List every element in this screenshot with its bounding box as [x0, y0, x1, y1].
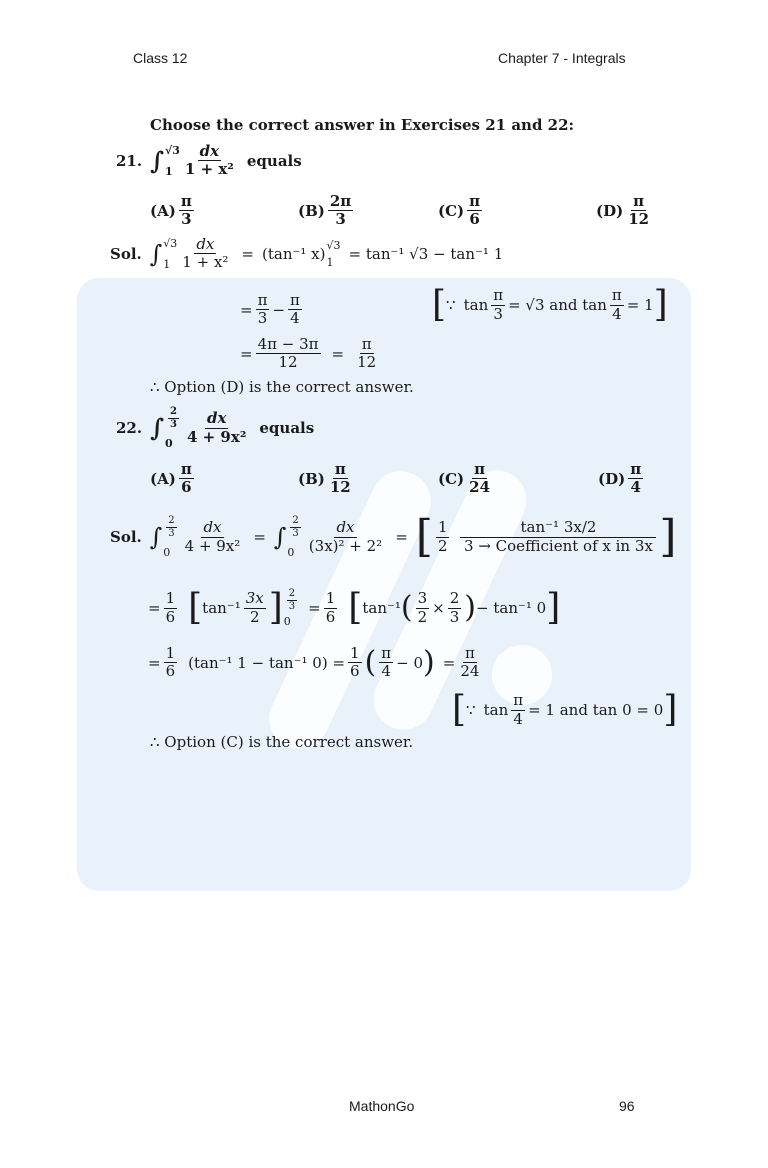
conclusion-21: ∴ Option (D) is the correct answer. [150, 378, 414, 396]
option-22-a: (A) π 6 [150, 460, 192, 497]
option-21-c: (C) π 6 [438, 192, 481, 229]
solution-label: Sol. [110, 528, 142, 546]
reason-21: [ ∵ tan $\frac{\pi}{3}$ = √3 and tan $\frac{\pi}{4}$ = 1 ] [432, 284, 668, 325]
option-22-c: (C) π 24 [438, 460, 491, 497]
header-chapter: Chapter 7 - Integrals [498, 50, 626, 66]
conclusion-22: ∴ Option (C) is the correct answer. [150, 733, 414, 751]
solution-21-line-2: = $\frac{\pi}{3}$ − $\frac{\pi}{4}$ [240, 291, 300, 328]
option-21-b: (B) 2π 3 [298, 192, 352, 229]
integral-sign: ∫ √3 1 [150, 143, 180, 178]
option-22-b: (B) π 12 [298, 460, 351, 497]
solution-22-line-3: = $\frac{1}{6}$ (tan⁻¹ 1 − tan⁻¹ 0) = $\frac{1}{6}$ ( π 4 − 0 ) = $\frac{\pi}{24}$ [148, 644, 480, 681]
page-number: 96 [619, 1098, 635, 1114]
solution-label: Sol. [110, 244, 142, 263]
question-21: 21. ∫ √3 1 dx 1 + x² equals [116, 142, 302, 179]
question-number: 21. [116, 151, 143, 170]
footer-brand: MathonGo [349, 1098, 415, 1114]
solution-21-line-3: = $\frac{4\pi - 3\pi}{12}$ = π 12 [240, 335, 377, 372]
question-22: 22. ∫ 2 3 0 dx 4 + 9x² equals [116, 406, 315, 450]
reason-22: [ ∵ tan $\frac{\pi}{4}$ = 1 and tan 0 = 0 ] [452, 689, 678, 730]
option-22-d: (D) π 4 [598, 460, 642, 497]
solution-22-line-2: = $\frac{1}{6}$ [ tan⁻¹ 3x 2 ] 2 3 0 = $\frac{1}{6}$ [ tan⁻¹ ( $\frac{3}{2}$ × $\frac{2}{3}$ ) − tan⁻¹ 0 ] [148, 587, 561, 628]
header-class: Class 12 [133, 50, 188, 66]
question-number: 22. [116, 419, 143, 437]
instruction-text: Choose the correct answer in Exercises 21 and 22: [150, 116, 575, 134]
option-21-d: (D) π 12 [596, 192, 650, 229]
solution-22-line-1: Sol. ∫ 2 3 0 dx 4 + 9x² = ∫ 2 3 0 dx (3x)² + 2² = [ 1 2 tan⁻¹ 3x/2 3 → Coefficient of x in 3x ] [110, 511, 677, 562]
option-21-a: (A) π 3 [150, 192, 192, 229]
solution-21-line-1: Sol. ∫ √3 1 dx 1 + x² = (tan⁻¹ x) √3 1 = tan⁻¹ √3 − tan⁻¹ 1 [110, 235, 504, 272]
